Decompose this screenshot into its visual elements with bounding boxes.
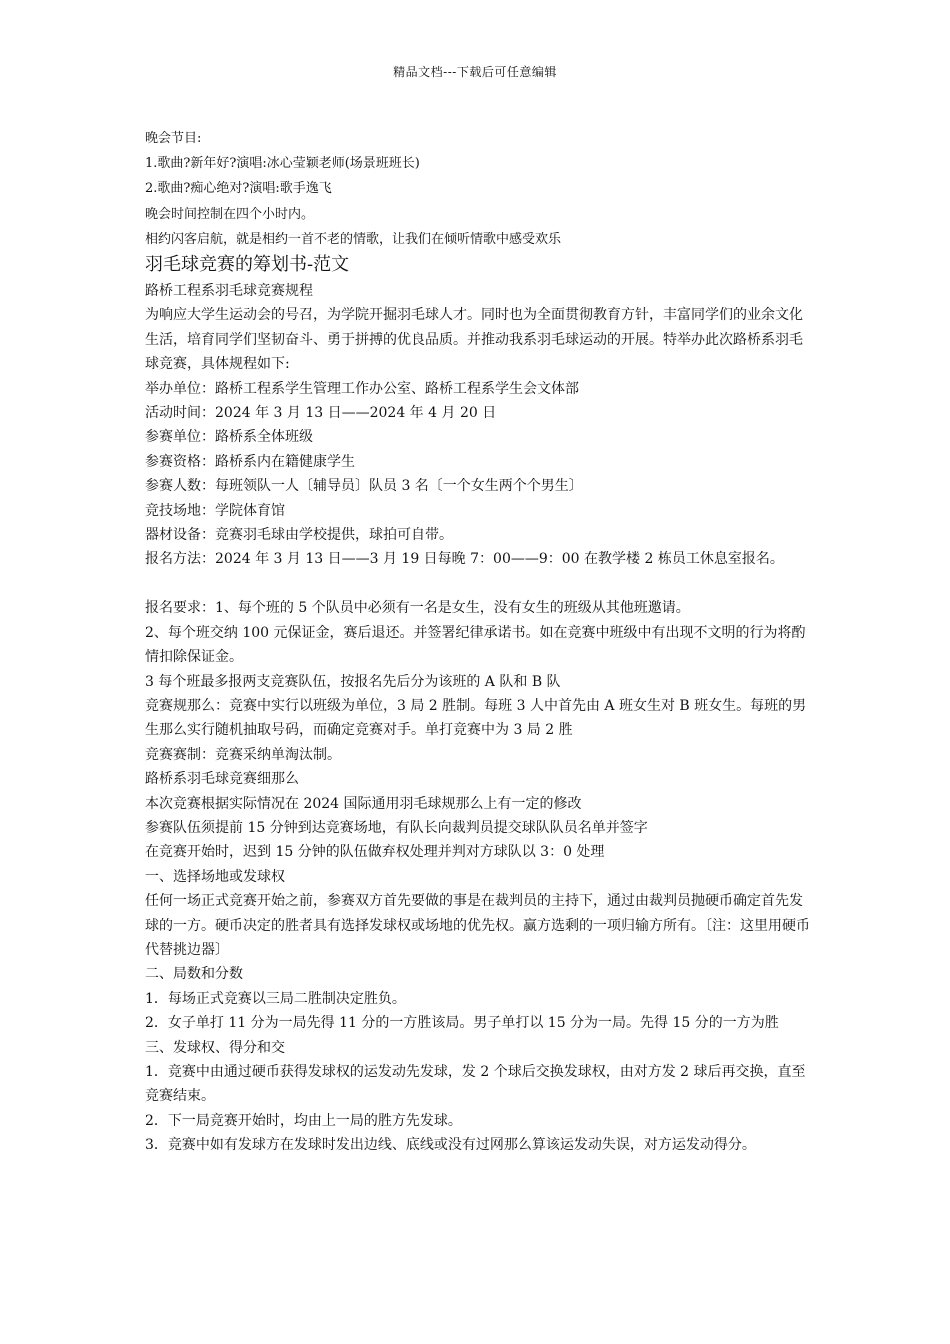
rule-line: 在竞赛开始时，迟到 15 分钟的队伍做弃权处理并判对方球队以 3：0 处理	[145, 844, 605, 861]
blank-line	[145, 572, 810, 596]
rule-line: 1．每场正式竞赛以三局二胜制决定胜负。	[145, 990, 406, 1007]
section-heading: 路桥系羽毛球竞赛细那么	[145, 771, 299, 788]
rule-paragraph: 任何一场正式竞赛开始之前，参赛双方首先要做的事是在裁判员的主持下，通过由裁判员抛硬币确定首先发球的一方。硬币决定的胜者具有选择发球权或场地的优先权。赢方选剩的一项归输方所有。〔注：这里用硬币代替挑边器〕	[145, 893, 810, 958]
intro-line: 1.歌曲?新年好?演唱:冰心莹颖老师(场景班班长)	[145, 156, 420, 172]
intro-line: 相约闪客启航，就是相约一首不老的情歌，让我们在倾听情歌中感受欢乐	[145, 231, 562, 247]
rule-line: 参赛队伍须提前 15 分钟到达竞赛场地，有队长向裁判员提交球队队员名单并签字	[145, 819, 648, 836]
section-heading: 一、选择场地或发球权	[145, 868, 285, 885]
rule-line: 本次竞赛根据实际情况在 2024 国际通用羽毛球规那么上有一定的修改	[145, 795, 582, 812]
document-title: 羽毛球竞赛的筹划书-范文	[145, 254, 350, 276]
intro-line: 2.歌曲?痴心绝对?演唱:歌手逸飞	[145, 181, 332, 197]
format-line: 竞赛赛制：竞赛采纳单淘汰制。	[145, 746, 341, 763]
rule-paragraph: 3．竞赛中如有发球方在发球时发出边线、底线或没有过网那么算该运发动失误，对方运发动得分。	[145, 1137, 756, 1154]
detail-line: 参赛资格：路桥系内在籍健康学生	[145, 453, 355, 470]
rule-line: 2．下一局竞赛开始时，均由上一局的胜方先发球。	[145, 1112, 462, 1129]
detail-line: 器材设备：竞赛羽毛球由学校提供，球拍可自带。	[145, 527, 453, 544]
intro-line: 晚会节目:	[145, 131, 202, 146]
section-heading: 三、发球权、得分和交	[145, 1039, 285, 1056]
rules-paragraph: 竞赛规那么：竞赛中实行以班级为单位，3 局 2 胜制。每班 3 人中首先由 A 班女生对 B 班女生。每班的男生那么实行随机抽取号码，而确定竞赛对手。单打竞赛中为 3 局 2 胜	[145, 697, 807, 739]
requirement-line: 报名要求：1、每个班的 5 个队员中必须有一名是女生，没有女生的班级从其他班邀请。	[145, 600, 690, 617]
detail-line: 报名方法：2024 年 3 月 13 日——3 月 19 日每晚 7：00——9：00 在教学楼 2 栋员工休息室报名。	[145, 551, 784, 568]
purpose-paragraph: 为响应大学生运动会的号召，为学院开掘羽毛球人才。同时也为全面贯彻教育方针，丰富同学们的业余文化生活，培育同学们坚韧奋斗、勇于拼搏的优良品质。并推动我系羽毛球运动的开展。特举办此次路桥系羽毛球竞赛，具体规程如下:	[145, 307, 803, 373]
requirement-paragraph: 2、每个班交纳 100 元保证金，赛后退还。并签署纪律承诺书。如在竞赛中班级中有出现不文明的行为将酌情扣除保证金。	[145, 624, 806, 666]
detail-line: 参赛人数：每班领队一人〔辅导员〕队员 3 名〔一个女生两个个男生〕	[145, 478, 583, 495]
document-body	[145, 126, 810, 1158]
detail-line: 举办单位：路桥工程系学生管理工作办公室、路桥工程系学生会文体部	[145, 380, 579, 397]
document-subtitle: 路桥工程系羽毛球竞赛规程	[145, 283, 313, 300]
requirement-line: 3 每个班最多报两支竞赛队伍，按报名先后分为该班的 A 队和 B 队	[145, 673, 561, 690]
detail-line: 参赛单位：路桥系全体班级	[145, 429, 313, 446]
intro-line: 晚会时间控制在四个小时内。	[145, 206, 315, 222]
detail-line: 竞技场地：学院体育馆	[145, 502, 285, 519]
page-header-watermark: 精品文档---下载后可任意编辑	[393, 65, 557, 79]
section-heading: 二、局数和分数	[145, 966, 243, 983]
rule-paragraph: 1．竞赛中由通过硬币获得发球权的运发动先发球，发 2 个球后交换发球权，由对方发 2 球后再交换，直至竞赛结束。	[145, 1064, 806, 1105]
rule-paragraph: 2．女子单打 11 分为一局先得 11 分的一方胜该局。男子单打以 15 分为一局。先得 15 分的一方为胜	[145, 1015, 779, 1032]
detail-line: 活动时间：2024 年 3 月 13 日——2024 年 4 月 20 日	[145, 405, 497, 422]
